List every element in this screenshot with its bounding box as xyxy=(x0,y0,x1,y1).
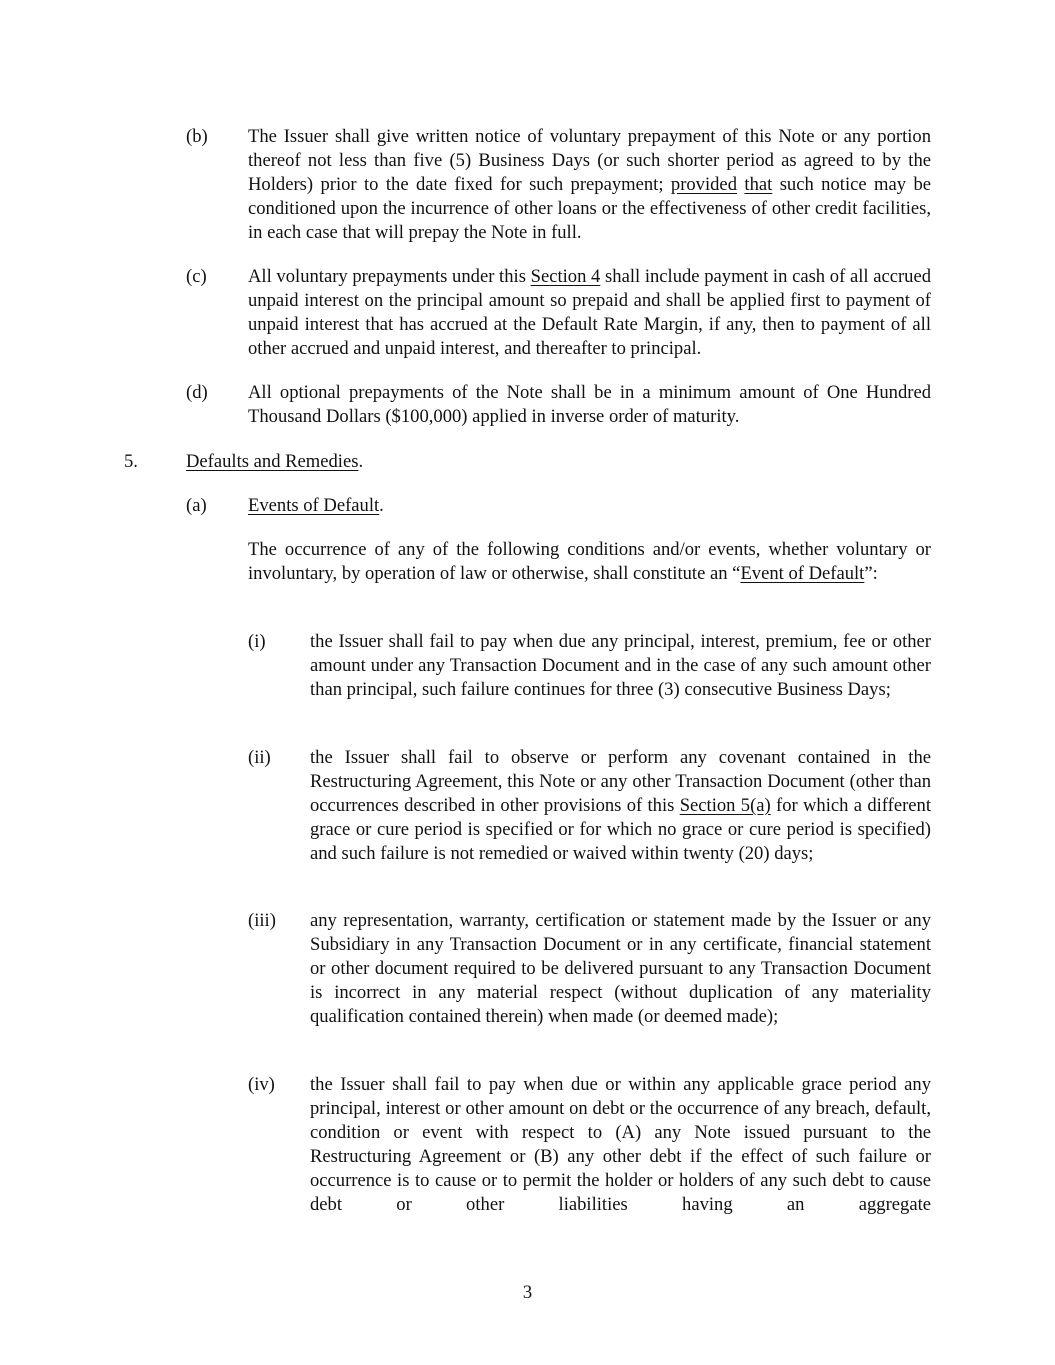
item-i-label: (i) xyxy=(248,631,266,652)
section-5a-reference: Section 5(a) xyxy=(679,795,771,816)
item-c-text-part2: shall include payment in cash of all accrued unpaid interest on the principal amount so prepaid and shall be applied first to payment of unpaid interest that has accrued at the Default Rate Margin, if any, then to payment of all other accrued and unpaid interest, and thereafter to principal. xyxy=(248,266,932,359)
item-iv-label: (iv) xyxy=(248,1074,275,1095)
section-5-heading xyxy=(186,450,363,474)
item-ii-text-part1: the Issuer shall fail to observe or perform any covenant contained in the Restructuring Agreement, this Note or any other Transaction Document (other than occurrences described in other provisions of this xyxy=(310,747,931,816)
events-of-default-heading-suffix: . xyxy=(379,495,384,516)
provided-underlined: provided xyxy=(670,174,737,195)
item-ii-text xyxy=(310,746,931,866)
item-iv-text: the Issuer shall fail to pay when due or within any applicable grace period any principal, interest or other amount on debt or the occurrence of any breach, default, condition or event with respect to (A) any Note issued pursuant to the Restructuring Agreement or (B) any other debt if the effect of such failure or occurrence is to cause or to permit the holder or holders of any such debt to cause debt or other liabilities having an aggregate xyxy=(310,1074,931,1215)
section-4-reference: Section 4 xyxy=(530,266,601,287)
item-b-text-part2: such notice may be conditioned upon the incurrence of other loans or the effectiveness of other credit facilities, in each case that will prepay the Note in full. xyxy=(248,174,931,243)
section-5-heading-text: Defaults and Remedies xyxy=(186,451,359,472)
section-5-number: 5. xyxy=(124,451,138,472)
item-iii-label: (iii) xyxy=(248,910,276,931)
events-of-default-heading-text: Events of Default xyxy=(248,495,380,516)
events-of-default-heading xyxy=(248,494,384,518)
that-underlined: that xyxy=(744,174,773,195)
item-c-label: (c) xyxy=(186,266,207,287)
event-of-default-term: Event of Default xyxy=(740,563,865,584)
item-b-text xyxy=(248,125,931,245)
page-number: 3 xyxy=(522,1282,533,1303)
intro-part2: ”: xyxy=(864,563,878,584)
intro-part1: The occurrence of any of the following conditions and/or events, whether voluntary or involuntary, by operation of law or otherwise, shall constitute an “ xyxy=(248,539,931,584)
item-d-label: (d) xyxy=(186,382,208,403)
item-i-text: the Issuer shall fail to pay when due any principal, interest, premium, fee or other amount under any Transaction Document and in the case of any such amount other than principal, such failure continues for three (3) consecutive Business Days; xyxy=(310,631,931,700)
event-of-default-intro xyxy=(248,538,931,586)
item-iii-text: any representation, warranty, certification or statement made by the Issuer or any Subsidiary in any Transaction Document or in any certificate, financial statement or other document required to be delivered pursuant to any Transaction Document is incorrect in any material respect (without duplication of any materiality qualification contained therein) when made (or deemed made); xyxy=(310,910,931,1027)
item-b-text-part1: The Issuer shall give written notice of voluntary prepayment of this Note or any portion thereof not less than five (5) Business Days (or such shorter period as agreed to by the Holders) prior to the date fixed for such prepayment; xyxy=(248,126,931,195)
item-c-text xyxy=(248,265,931,361)
item-d-text: All optional prepayments of the Note shall be in a minimum amount of One Hundred Thousand Dollars ($100,000) applied in inverse order of maturity. xyxy=(248,382,931,427)
item-ii-label: (ii) xyxy=(248,747,271,768)
item-b-label: (b) xyxy=(186,126,208,147)
item-a-label: (a) xyxy=(186,495,207,516)
section-5-heading-suffix: . xyxy=(358,451,364,472)
item-ii-text-part2: for which a different grace or cure period is specified or for which no grace or cure period is specified) and such failure is not remedied or waived within twenty (20) days; xyxy=(310,795,931,864)
item-c-text-part1: All voluntary prepayments under this xyxy=(248,266,531,287)
